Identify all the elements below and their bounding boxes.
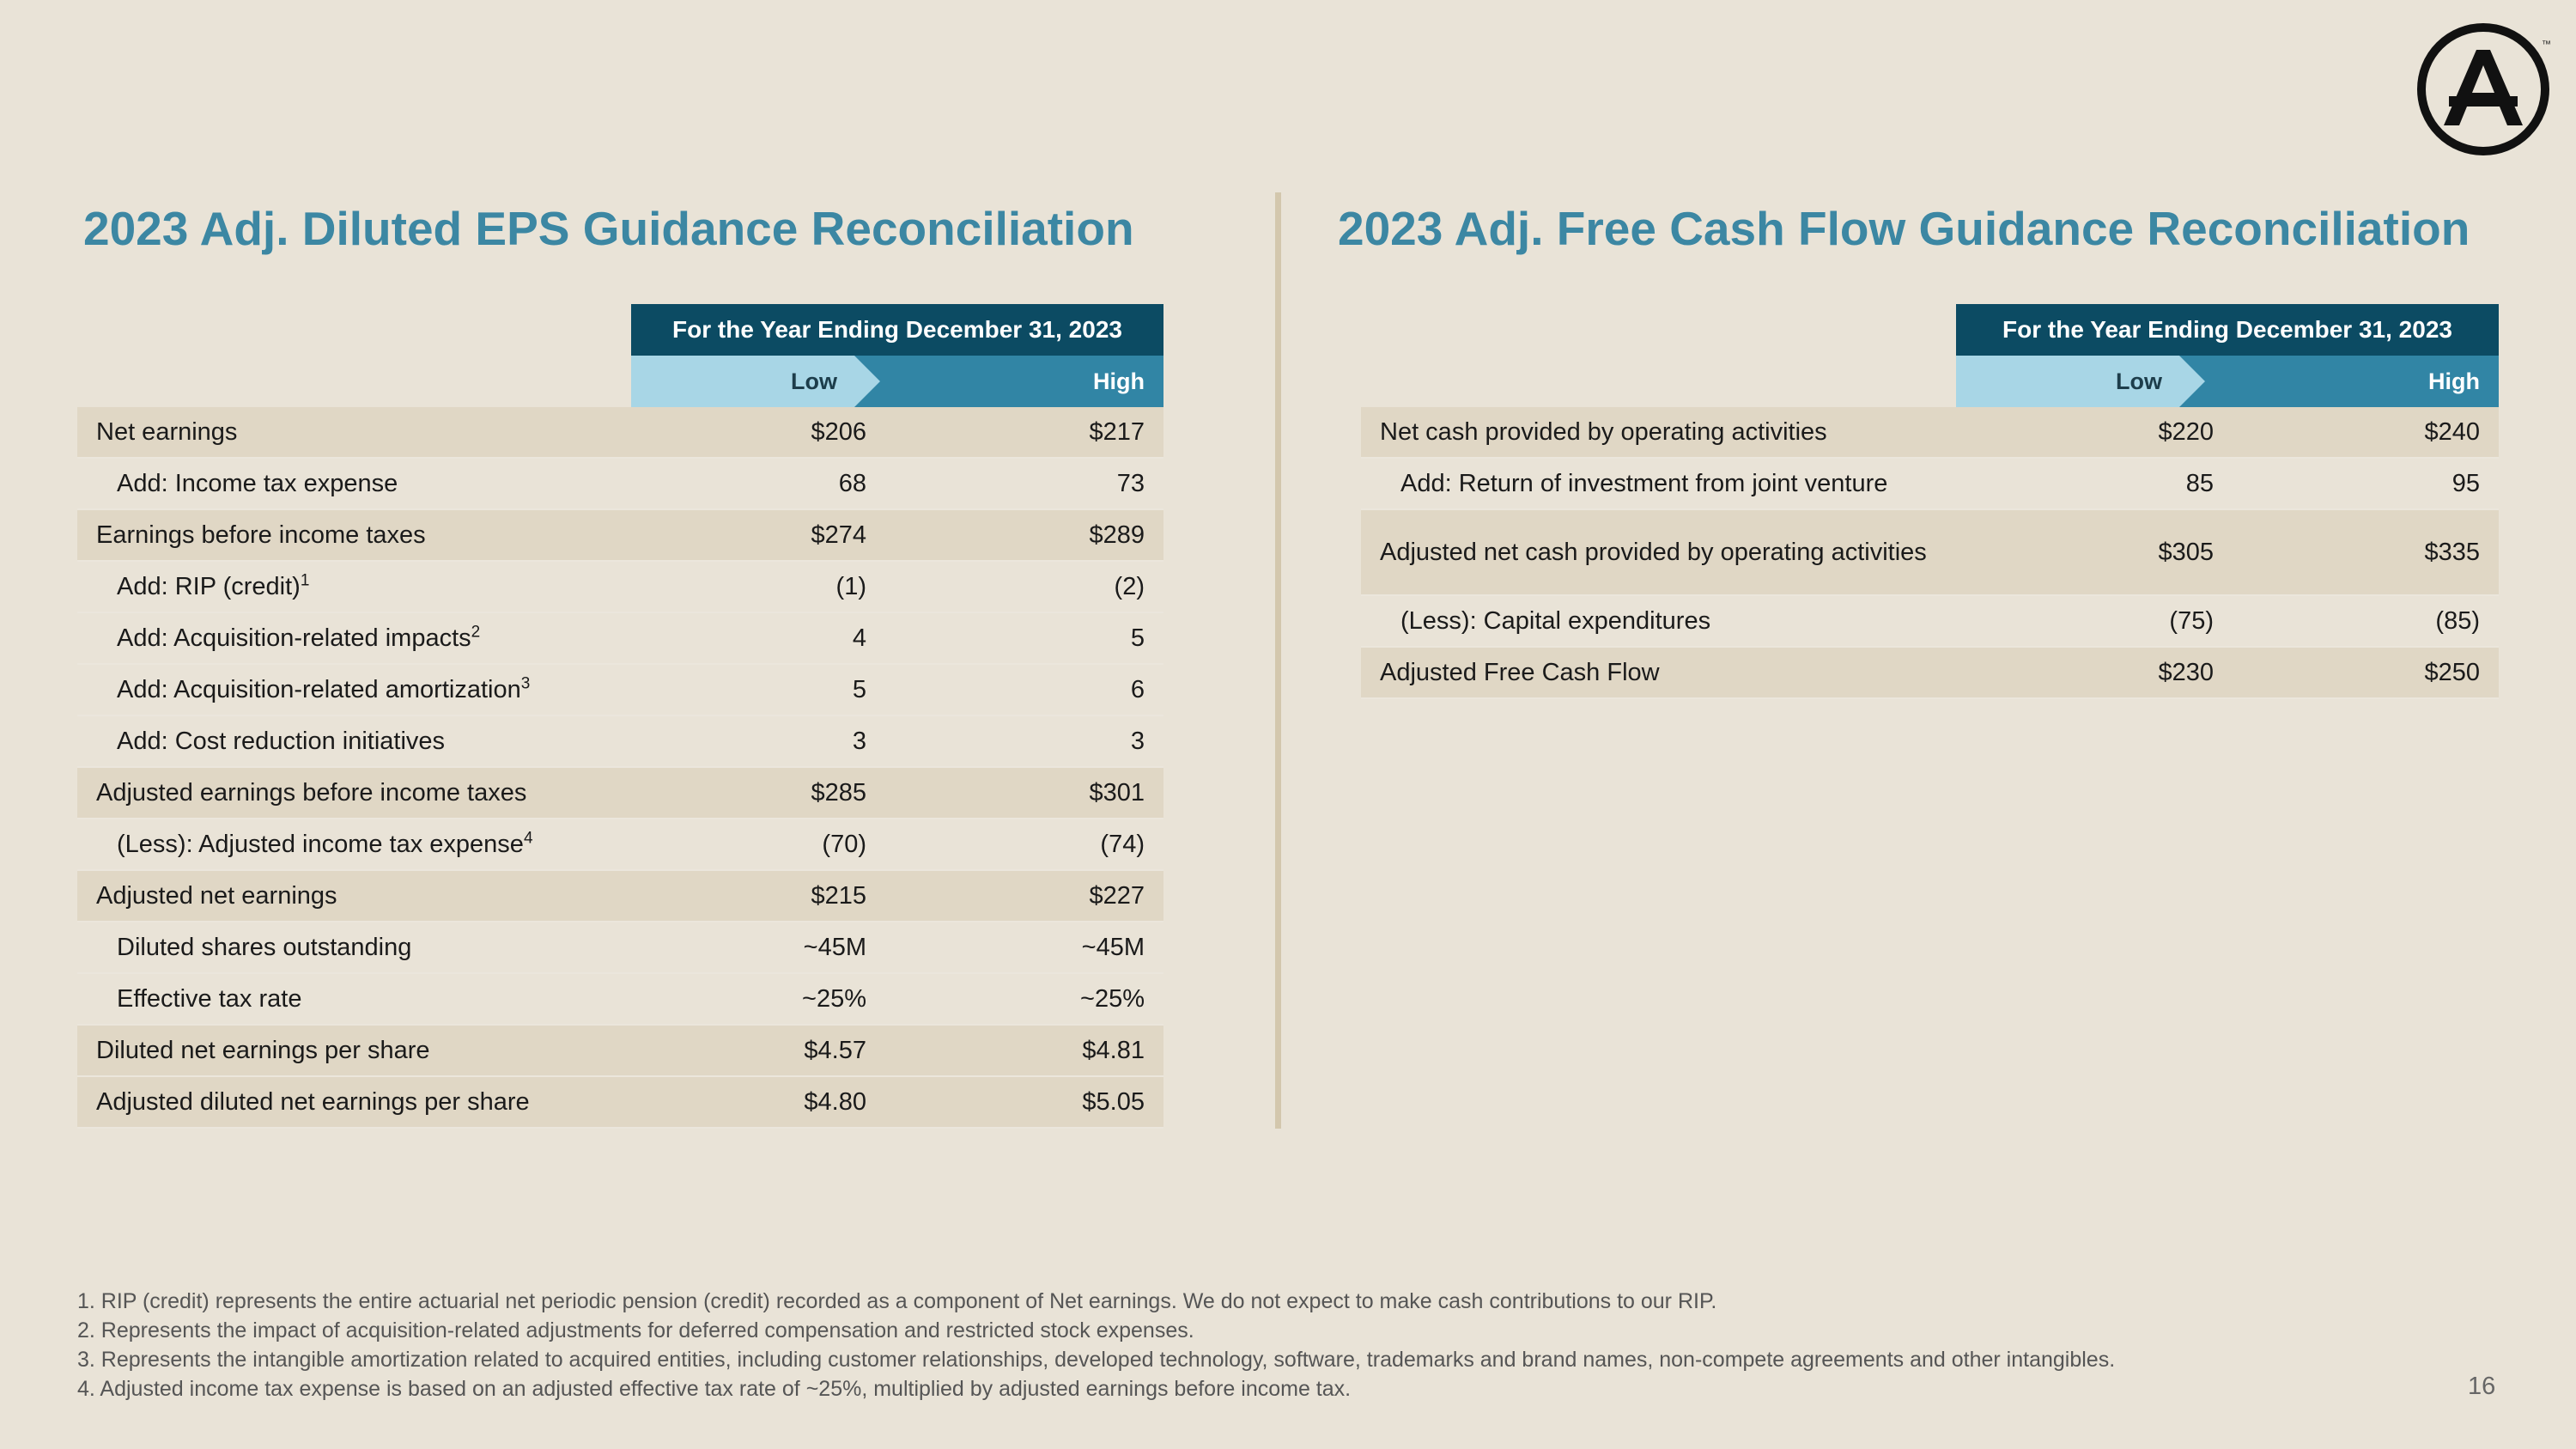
- low-value: 4: [852, 624, 866, 652]
- footnote-ref: 3: [520, 674, 531, 693]
- low-value: (70): [822, 830, 866, 858]
- high-value: 5: [1130, 624, 1145, 652]
- high-value: $227: [1089, 881, 1145, 910]
- low-value: ~45M: [803, 933, 866, 961]
- eps-subheader-row: [77, 356, 1163, 407]
- high-value: (2): [1114, 572, 1145, 600]
- high-value: $335: [2424, 538, 2480, 566]
- table-row: [77, 665, 1163, 716]
- row-label: [77, 1034, 573, 1067]
- footnote-ref: 4: [523, 829, 533, 848]
- row-label: [1361, 416, 1933, 448]
- low-value: $285: [811, 778, 866, 807]
- fcf-header-row: [1361, 304, 2499, 356]
- table-row: [77, 613, 1163, 665]
- row-label-text: Add: Acquisition-related impacts: [117, 624, 471, 652]
- footnote-4: 4. Adjusted income tax expense is based on an adjusted effective tax rate of ~25%, multiplied by adjusted earnings before income tax.: [77, 1377, 1352, 1401]
- footnote-2: 2. Represents the impact of acquisition-related adjustments for deferred compensation and restricted stock expenses.: [77, 1318, 1194, 1342]
- row-label: [77, 983, 573, 1015]
- table-row: [77, 407, 1163, 459]
- eps-table-body: [77, 407, 1163, 1129]
- row-label-text: Net earnings: [96, 418, 238, 446]
- table-row: [77, 562, 1163, 613]
- low-value: $230: [2158, 658, 2214, 686]
- fcf-title: 2023 Adj. Free Cash Flow Guidance Reconciliation: [1338, 202, 2470, 255]
- row-label-text: Add: Acquisition-related amortization: [117, 676, 521, 703]
- low-value: $305: [2158, 538, 2214, 566]
- high-value: $217: [1089, 417, 1145, 446]
- high-value: $250: [2424, 658, 2480, 686]
- low-value: (75): [2169, 606, 2214, 635]
- row-label: [1361, 605, 1933, 637]
- eps-header-row: [77, 304, 1163, 356]
- table-row: [77, 459, 1163, 510]
- high-value: $289: [1089, 521, 1145, 549]
- row-label-text: Net cash provided by operating activities: [1380, 418, 1827, 446]
- table-row: [1361, 459, 2499, 510]
- footnote-ref: 2: [471, 623, 481, 642]
- high-value: $301: [1089, 778, 1145, 807]
- high-value: 6: [1130, 675, 1145, 703]
- row-label-text: (Less): Capital expenditures: [1400, 607, 1711, 635]
- high-value: (74): [1100, 830, 1145, 858]
- low-value: 5: [852, 675, 866, 703]
- table-row: [77, 819, 1163, 871]
- table-row: [77, 510, 1163, 562]
- high-value: ~25%: [1080, 984, 1145, 1013]
- row-label: [77, 931, 573, 964]
- page-number: 16: [2468, 1373, 2496, 1400]
- fcf-high-header: High: [2179, 356, 2499, 407]
- row-label-text: Adjusted net cash provided by operating activities: [1380, 539, 1927, 566]
- row-label: [1361, 536, 1933, 569]
- table-row: [77, 768, 1163, 819]
- low-value: 85: [2185, 469, 2214, 497]
- table-row: [77, 974, 1163, 1026]
- table-row: [1361, 648, 2499, 699]
- fcf-period-header: For the Year Ending December 31, 2023: [1956, 304, 2499, 356]
- row-label-text: Add: Cost reduction initiatives: [117, 728, 446, 755]
- row-label-text: Add: Income tax expense: [117, 470, 398, 497]
- row-label-text: Adjusted diluted net earnings per share: [96, 1088, 530, 1116]
- fcf-subheader-row: [1361, 356, 2499, 407]
- row-label: [77, 570, 573, 603]
- high-value: $5.05: [1082, 1087, 1145, 1116]
- row-label: [77, 673, 573, 706]
- low-value: $4.80: [804, 1087, 866, 1116]
- row-label: [77, 828, 573, 861]
- table-row: [77, 1026, 1163, 1077]
- high-value: $4.81: [1082, 1036, 1145, 1064]
- row-label-text: Effective tax rate: [117, 985, 302, 1013]
- row-label-text: Adjusted earnings before income taxes: [96, 779, 527, 807]
- trademark-mark: ™: [2542, 40, 2551, 50]
- row-label-text: Add: RIP (credit): [117, 573, 301, 600]
- table-row: [1361, 596, 2499, 648]
- low-value: 3: [852, 727, 866, 755]
- table-row: [1361, 510, 2499, 596]
- table-row: [77, 871, 1163, 922]
- low-value: ~25%: [802, 984, 866, 1013]
- low-value: $206: [811, 417, 866, 446]
- high-value: 3: [1130, 727, 1145, 755]
- row-label: [1361, 656, 1933, 689]
- footnote-1: 1. RIP (credit) represents the entire actuarial net periodic pension (credit) recorded as a component of Net earnings. We do not expect to make cash contributions to our RIP.: [77, 1289, 1717, 1313]
- eps-period-header: For the Year Ending December 31, 2023: [631, 304, 1163, 356]
- low-value: $274: [811, 521, 866, 549]
- row-label-text: Adjusted Free Cash Flow: [1380, 659, 1660, 686]
- row-label: [1361, 467, 1933, 500]
- low-value: $215: [811, 881, 866, 910]
- row-label-text: Earnings before income taxes: [96, 521, 426, 549]
- table-row: [77, 716, 1163, 768]
- table-row: [1361, 407, 2499, 459]
- eps-title: 2023 Adj. Diluted EPS Guidance Reconciliation: [83, 202, 1134, 255]
- eps-high-header: High: [854, 356, 1163, 407]
- high-value: (85): [2435, 606, 2480, 635]
- footnotes: [77, 1287, 2115, 1403]
- row-label: [77, 467, 573, 500]
- eps-low-header: Low: [631, 356, 854, 407]
- table-row: [77, 1077, 1163, 1129]
- footnote-ref: 1: [300, 571, 310, 590]
- row-label: [77, 725, 573, 758]
- eps-table: [77, 304, 1163, 1129]
- high-value: 73: [1116, 469, 1145, 497]
- low-value: $220: [2158, 417, 2214, 446]
- low-value: 68: [838, 469, 866, 497]
- row-label-text: (Less): Adjusted income tax expense: [117, 831, 524, 858]
- row-label: [77, 880, 573, 912]
- row-label-text: Diluted shares outstanding: [117, 934, 412, 961]
- footnote-3: 3. Represents the intangible amortization related to acquired entities, including customer relationships, developed technology, software, trademarks and brand names, non-compete agreements and other intangibles.: [77, 1348, 2116, 1372]
- row-label: [77, 519, 573, 551]
- fcf-low-header: Low: [1956, 356, 2179, 407]
- high-value: 95: [2451, 469, 2480, 497]
- row-label-text: Add: Return of investment from joint venture: [1400, 470, 1888, 497]
- high-value: ~45M: [1081, 933, 1145, 961]
- high-value: $240: [2424, 417, 2480, 446]
- fcf-table-body: [1361, 407, 2499, 699]
- row-label: [77, 622, 573, 654]
- row-label-text: Diluted net earnings per share: [96, 1037, 430, 1064]
- low-value: (1): [835, 572, 866, 600]
- row-label: [77, 416, 573, 448]
- section-divider: [1275, 192, 1281, 1129]
- row-label: [77, 1086, 573, 1118]
- company-logo-icon: [2415, 21, 2552, 158]
- fcf-table: [1361, 304, 2499, 699]
- row-label-text: Adjusted net earnings: [96, 882, 337, 910]
- row-label: [77, 776, 573, 809]
- table-row: [77, 922, 1163, 974]
- low-value: $4.57: [804, 1036, 866, 1064]
